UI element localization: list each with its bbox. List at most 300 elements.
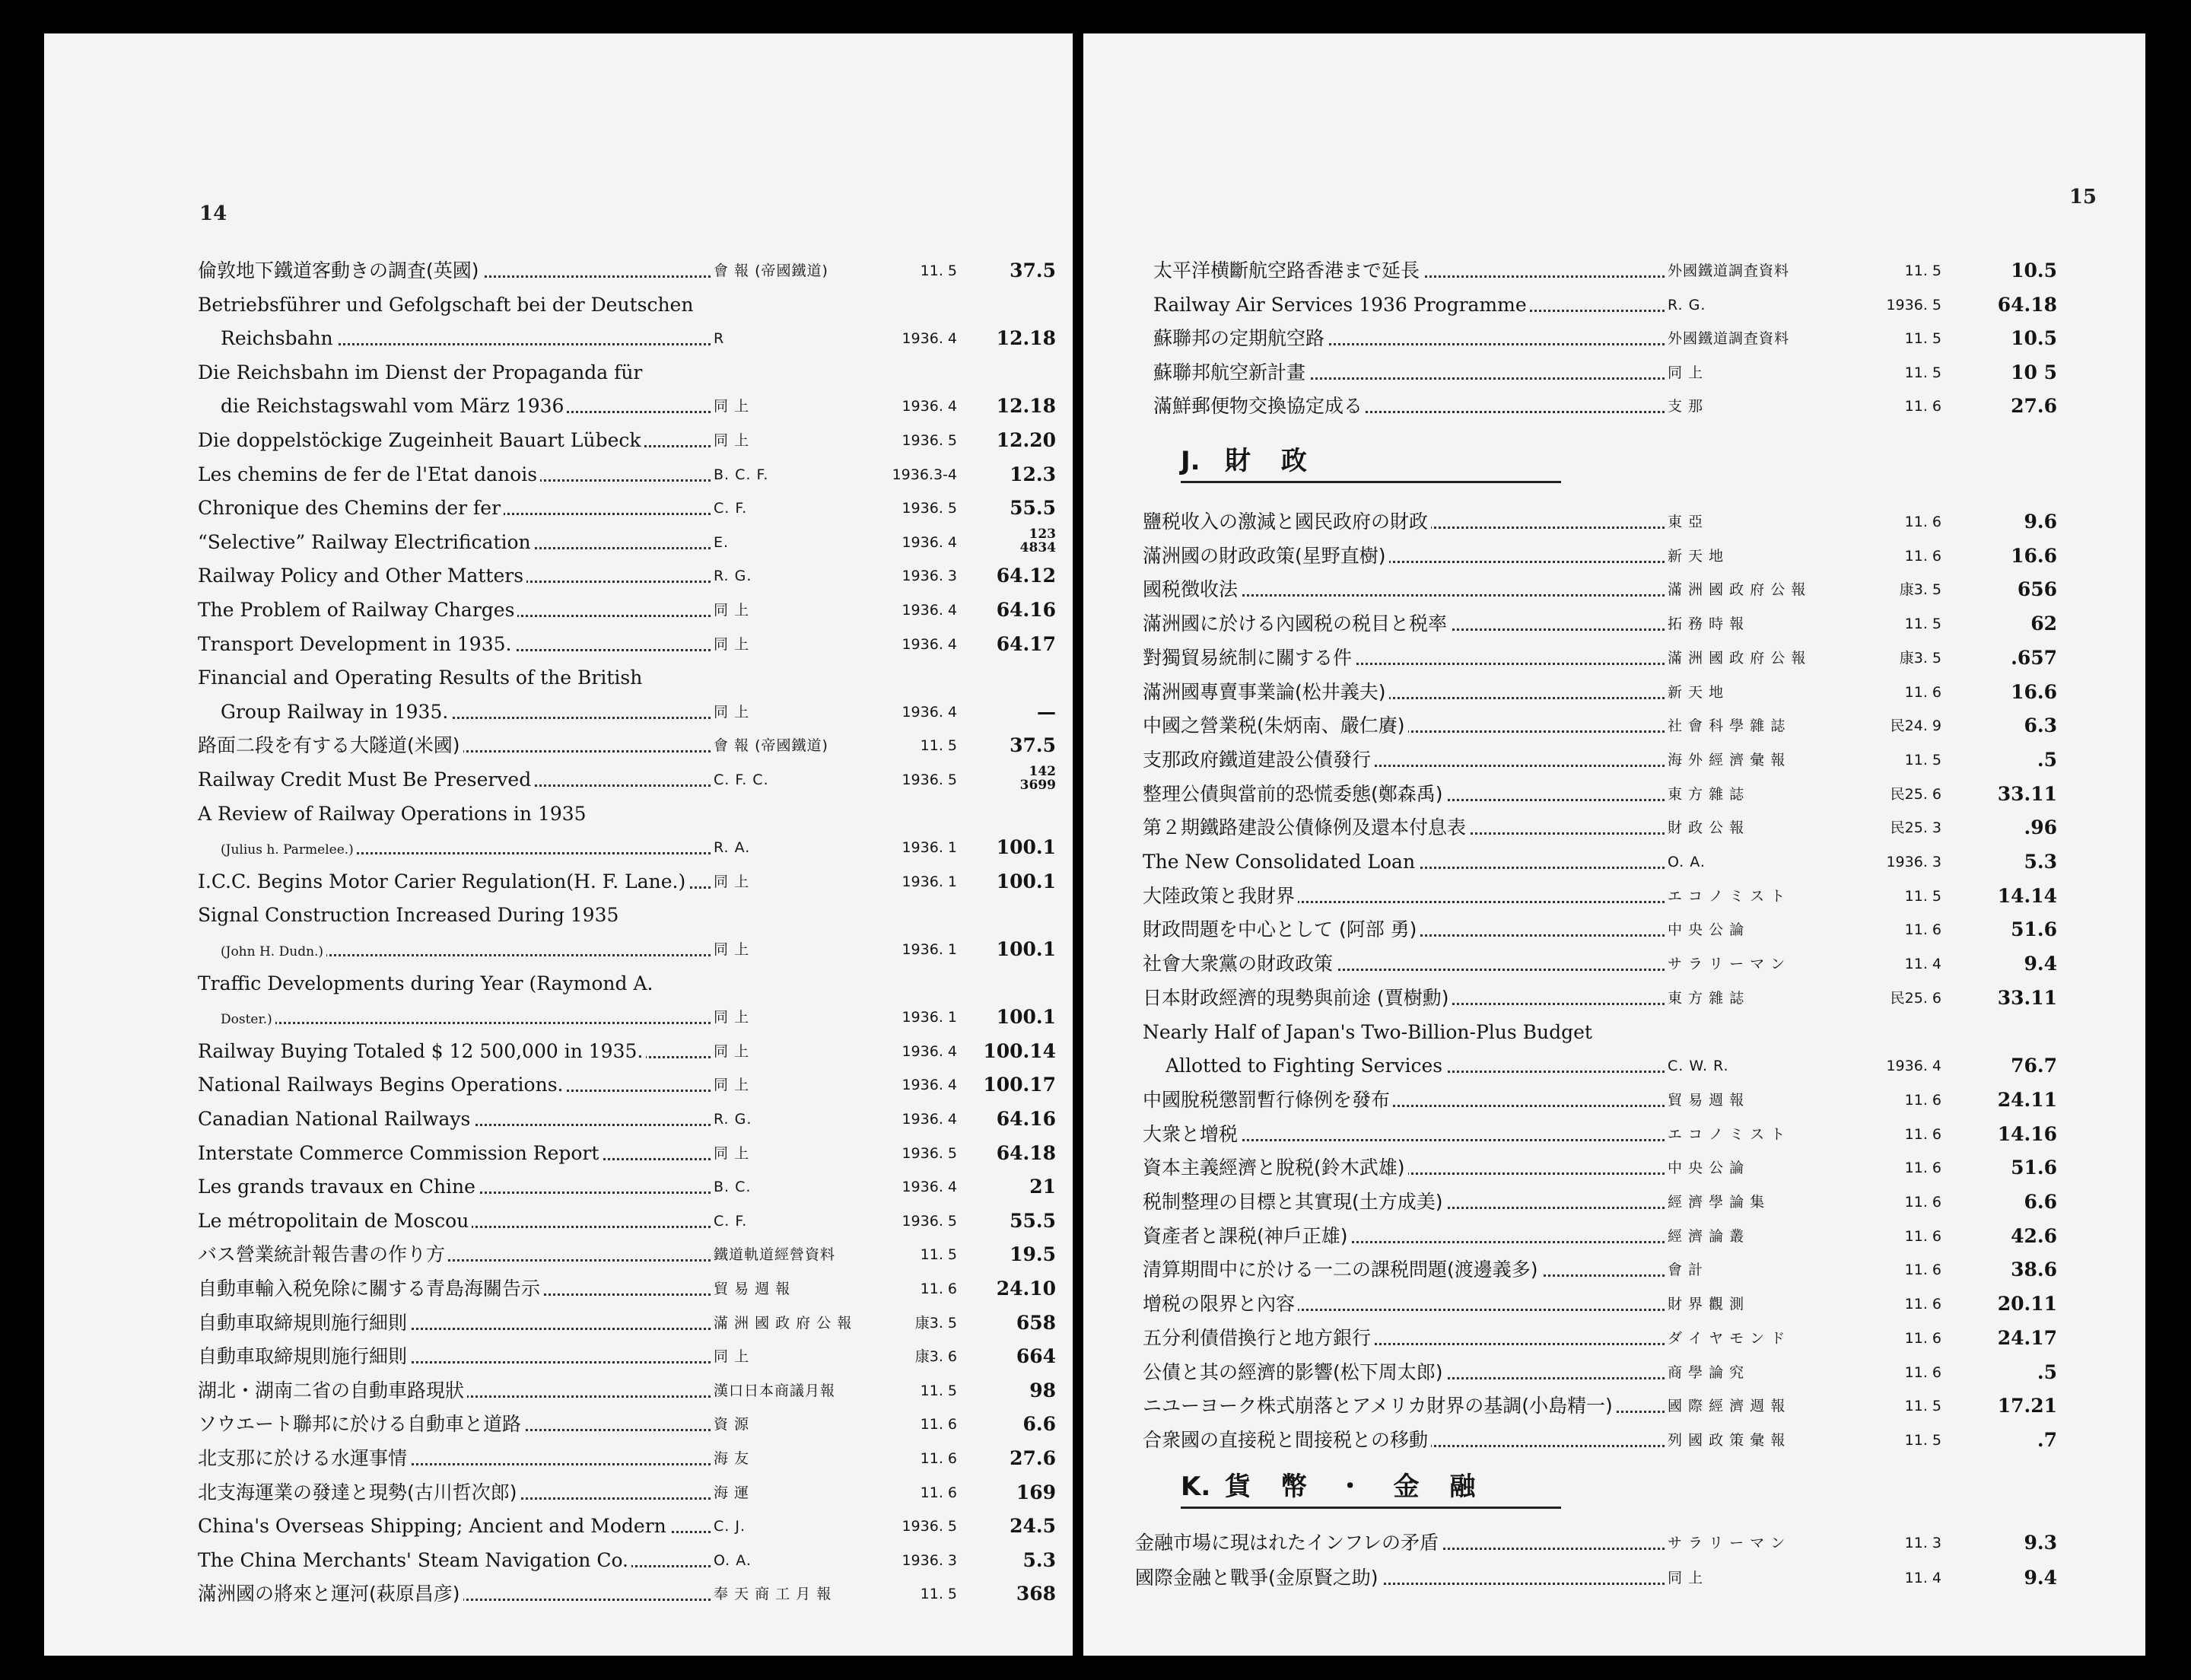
entry-title [198, 1204, 472, 1238]
entry-volume: 10.5 [2011, 259, 2057, 282]
entry-source: R. A. [714, 839, 751, 857]
entry-volume: 24.17 [1997, 1326, 2057, 1349]
entry-title-text: 北支那に於ける水運事情 [198, 1447, 410, 1469]
entry-date: 11. 5 [920, 262, 957, 279]
entry-date: 11. 6 [1904, 398, 1941, 415]
entry-source: C. W. R. [1668, 1058, 1729, 1075]
entry-date: 11. 3 [1904, 1535, 1941, 1551]
entry-title [198, 1577, 463, 1611]
entry-source: 東 方 雜 誌 [1668, 785, 1745, 803]
bibliography-entry [44, 1272, 1073, 1306]
bibliography-entry [1083, 982, 2145, 1015]
entry-title [1143, 880, 1298, 913]
bibliography-entry [44, 899, 1073, 932]
entry-volume: 656 [2017, 578, 2057, 601]
bibliography-entry [1083, 676, 2145, 709]
entry-source: 同 上 [714, 635, 750, 653]
entry-title-text: 北支海運業の發達と現勢(古川哲次郎) [198, 1481, 520, 1503]
entry-title-text: Railway Buying Totaled $ 12 500,000 in 1935. [198, 1040, 646, 1062]
entry-title-text: Reichsbahn [221, 327, 336, 349]
entry-date: 1936. 4 [902, 703, 957, 721]
entry-title [1143, 947, 1336, 981]
entry-volume: 17.21 [1997, 1395, 2057, 1418]
bibliography-entry [1083, 641, 2145, 675]
entry-title [198, 254, 482, 288]
entry-volume: 12.20 [996, 429, 1056, 451]
entry-date: 1936. 1 [902, 941, 957, 958]
entry-title-text: 日本財政經濟的現勢與前途 (賈樹勳) [1143, 987, 1452, 1009]
entry-title-text: Les chemins de fer de l'Etat danois [198, 463, 540, 485]
entry-title [1135, 1561, 1382, 1595]
entry-source: 經 濟 論 叢 [1668, 1227, 1745, 1245]
section-label: 財 政 [1225, 446, 1318, 476]
entry-title [198, 1170, 479, 1204]
bibliography-entry [44, 661, 1073, 695]
entry-title [1153, 390, 1366, 423]
entry-title [1165, 1049, 1445, 1083]
entry-volume: 100.14 [983, 1039, 1056, 1062]
bibliography-entry [44, 356, 1073, 390]
entry-date: 1936. 5 [902, 772, 957, 788]
entry-volume: 12.18 [996, 327, 1056, 350]
entry-source: 鐵道軌道經營資料 [714, 1246, 836, 1264]
entry-title-text: 合衆國の直接税と間接税との移動 [1143, 1429, 1431, 1451]
bibliography-entry [1083, 880, 2145, 913]
bibliography-entry [1083, 505, 2145, 539]
entry-title-text: “Selective” Railway Electrification [198, 531, 534, 553]
bibliography-entry [1083, 288, 2145, 322]
entry-volume: .5 [2037, 748, 2057, 771]
entry-title-text: 整理公債與當前的恐慌委態(鄭森禹) [1143, 783, 1446, 805]
entry-source: 同 上 [714, 703, 750, 721]
entry-title-text: 增税の限界と內容 [1143, 1293, 1298, 1315]
entry-title-text: Die Reichsbahn im Dienst der Propaganda für [198, 361, 645, 383]
entry-title-text: 國税徴收法 [1143, 578, 1241, 600]
entry-source: ダ イ ヤ モ ン ド [1668, 1329, 1786, 1347]
page-number: 14 [199, 202, 227, 225]
entry-volume: .657 [2011, 646, 2057, 669]
entry-volume: 51.6 [2011, 918, 2057, 941]
section-heading-finance [1181, 444, 1561, 483]
entry-date: 1936. 4 [902, 1179, 957, 1196]
entry-date: 民25. 3 [1890, 819, 1941, 837]
entry-title [1143, 1118, 1241, 1151]
entry-title-text: The Problem of Railway Charges [198, 599, 517, 621]
entry-source: 列 國 政 策 彙 報 [1668, 1431, 1786, 1449]
entry-source: 新 天 地 [1668, 683, 1725, 701]
entry-date: 1936. 5 [1886, 296, 1941, 313]
entry-volume: 100.1 [996, 938, 1056, 960]
bibliography-entry [1083, 1185, 2145, 1219]
bibliography-entry [1083, 1151, 2145, 1185]
entry-title-text: 蘇聯邦航空新計畫 [1153, 361, 1309, 383]
entry-source: 外國鐵道調査資料 [1668, 330, 1790, 348]
entry-date: 11. 6 [920, 1450, 957, 1467]
entry-source: 同 上 [1668, 1570, 1704, 1586]
entry-title-text: Transport Development in 1935. [198, 633, 514, 655]
entry-date: 11. 5 [1904, 1398, 1941, 1415]
entry-title [198, 628, 514, 661]
bibliography-entry [44, 1068, 1073, 1102]
section-label: 貨 幣 ・ 金 融 [1225, 1472, 1487, 1502]
entry-date: 1936. 5 [902, 500, 957, 517]
entry-source: B. C. F. [714, 466, 769, 483]
entry-source: 同 上 [1668, 364, 1704, 381]
entry-date: 1936. 5 [902, 1212, 957, 1230]
entry-date: 11. 6 [920, 1281, 957, 1297]
entry-source: 國 際 經 濟 週 報 [1668, 1398, 1786, 1415]
entry-title [198, 424, 644, 457]
entry-volume: 98 [1029, 1379, 1056, 1402]
entry-source: C. J. [714, 1518, 746, 1535]
entry-volume: 20.11 [1997, 1293, 2057, 1316]
entry-title-text: 滿鮮郵便物交換協定成る [1153, 395, 1366, 417]
entry-title [198, 288, 696, 322]
bibliography-entry [44, 526, 1073, 559]
entry-date: 康3. 5 [1899, 649, 1941, 667]
bibliography-entry [1083, 607, 2145, 641]
entry-date: 1936. 4 [902, 533, 957, 551]
entry-date: 11. 5 [920, 737, 957, 755]
entry-title-text: バス營業統計報告書の作り方 [198, 1243, 448, 1265]
entry-source: 會 計 [1668, 1262, 1704, 1279]
entry-title [1143, 539, 1389, 573]
entry-source: 同 上 [714, 1077, 750, 1094]
entry-source: サ ラ リ ー マ ン [1668, 956, 1786, 973]
entry-title [1143, 913, 1420, 947]
entry-date: 11. 6 [1904, 1329, 1941, 1347]
bibliography-entry [44, 322, 1073, 355]
entry-volume: 76.7 [2011, 1055, 2057, 1077]
entry-volume: 64.18 [996, 1141, 1056, 1164]
entry-source: 同 上 [714, 1144, 750, 1162]
bibliography-entry [44, 1001, 1073, 1034]
entry-volume: 123 4834 [1019, 526, 1056, 555]
entry-title [1143, 1424, 1431, 1457]
bibliography-entry [1083, 573, 2145, 606]
entry-volume: 100.1 [996, 870, 1056, 892]
entry-volume: 10.5 [2011, 327, 2057, 350]
entry-title [1143, 1083, 1393, 1117]
entry-title-text: 清算期間中に於ける一二の課税問題(渡邊義多) [1143, 1258, 1541, 1281]
bibliography-entry [1083, 1016, 2145, 1049]
entry-volume: 12.3 [1010, 463, 1056, 485]
entry-date: 1936. 1 [902, 839, 957, 857]
entry-title [198, 1272, 543, 1306]
entry-title-text: Nearly Half of Japan's Two-Billion-Plus Budget [1143, 1021, 1595, 1043]
entry-title [198, 559, 526, 593]
entry-title-text: die Reichstagswahl vom März 1936 [221, 395, 567, 417]
entry-volume: 100.1 [996, 836, 1056, 859]
entry-date: 11. 4 [1904, 956, 1941, 973]
entry-title-text: 第２期鐵路建設公債條例及還本付息表 [1143, 816, 1469, 838]
entry-title-text: Chronique des Chemins der fer [198, 497, 504, 519]
bibliography-entry [44, 1577, 1073, 1611]
entry-title-text: 鹽税收入の激減と國民政府の財政 [1143, 511, 1431, 533]
entry-volume: 64.16 [996, 1108, 1056, 1130]
entry-volume: — [1037, 700, 1056, 723]
entry-volume: .5 [2037, 1360, 2057, 1383]
entry-date: 11. 6 [1904, 1363, 1941, 1381]
bibliography-entry [44, 288, 1073, 322]
entry-title-text: Allotted to Fighting Services [1165, 1055, 1445, 1077]
entry-title [198, 492, 504, 525]
entry-date: 11. 6 [920, 1416, 957, 1433]
bibliography-entry [1083, 254, 2145, 288]
bibliography-entry [44, 458, 1073, 492]
entry-title-text: 大陸政策と我財界 [1143, 885, 1298, 907]
entry-source: 外國鐵道調査資料 [1668, 262, 1790, 279]
bibliography-entry [44, 1035, 1073, 1068]
entry-title [1143, 709, 1408, 743]
bibliography-entry [44, 865, 1073, 899]
bibliography-entry [44, 593, 1073, 627]
entry-source: B. C. [714, 1179, 752, 1196]
bibliography-entry [44, 492, 1073, 525]
entry-volume: 12.18 [996, 395, 1056, 418]
entry-title-text: Les grands travaux en Chine [198, 1176, 479, 1198]
bibliography-entry [44, 1170, 1073, 1204]
entry-volume: 368 [1016, 1583, 1056, 1605]
entry-volume: 37.5 [1010, 734, 1056, 757]
entry-source: 貿 易 週 報 [1668, 1091, 1745, 1109]
entry-title-text: 支那政府鐵道建設公債發行 [1143, 749, 1374, 771]
entry-title-text: Railway Policy and Other Matters [198, 565, 526, 587]
entry-title-text: Railway Credit Must Be Preserved [198, 768, 534, 791]
entry-volume: 51.6 [2011, 1157, 2057, 1179]
entry-source: 會 報 (帝國鐵道) [714, 737, 828, 755]
entry-date: 1936. 4 [902, 1042, 957, 1060]
entry-source: 同 上 [714, 1348, 750, 1366]
entry-title-text: Le métropolitain de Moscou [198, 1210, 472, 1232]
entry-volume: 100.1 [996, 1006, 1056, 1029]
entry-title [198, 1137, 602, 1170]
entry-title [198, 1510, 669, 1543]
entry-title [1153, 322, 1328, 355]
entry-title-text: The New Consolidated Loan [1143, 851, 1418, 873]
entry-source: 資 源 [714, 1416, 750, 1433]
bibliography-entry [1083, 1389, 2145, 1423]
entry-date: 11. 5 [1904, 887, 1941, 905]
entry-source: 中 央 公 論 [1668, 921, 1745, 939]
entry-title [221, 322, 336, 355]
entry-title-text: (John H. Dudn.) [221, 944, 326, 959]
entry-title-text: 國際金融と戰爭(金原賢之助) [1135, 1567, 1382, 1589]
bibliography-entry [1083, 1287, 2145, 1321]
bibliography-entry [1083, 709, 2145, 743]
entry-source: C. F. C. [714, 772, 769, 788]
bibliography-entry [44, 1442, 1073, 1475]
entry-title-text: Interstate Commerce Commission Report [198, 1142, 602, 1164]
bibliography-entry [1083, 845, 2145, 879]
entry-title-text: 自動車取締規則施行細則 [198, 1345, 410, 1367]
entry-source: 同 上 [714, 1009, 750, 1026]
entry-date: 康3. 5 [1899, 581, 1941, 599]
entry-source: 同 上 [714, 602, 750, 619]
entry-source: 同 上 [714, 873, 750, 890]
entry-title-text: Financial and Operating Results of the British [198, 667, 645, 689]
entry-title-text: Canadian National Railways [198, 1108, 473, 1130]
entry-date: 1936. 3 [902, 1551, 957, 1569]
entry-title-text: 公債と其の經濟的影響(松下周太郎) [1143, 1361, 1446, 1383]
entry-volume: 33.11 [1997, 782, 2057, 805]
entry-source: 經 濟 學 論 集 [1668, 1194, 1766, 1211]
entry-title-text: 滿洲國專賣事業論(松井義夫) [1143, 681, 1389, 703]
entry-date: 11. 6 [920, 1484, 957, 1501]
entry-title-text: Betriebsführer und Gefolgschaft bei der Deutschen [198, 294, 696, 316]
entry-date: 1936. 4 [902, 1111, 957, 1128]
entry-volume: 64.17 [996, 632, 1056, 655]
entry-volume: 55.5 [1010, 497, 1056, 520]
entry-source: 滿 洲 國 政 府 公 報 [714, 1314, 853, 1332]
entry-source: O. A. [714, 1551, 752, 1569]
entry-title-text: 金融市場に現はれたインフレの矛盾 [1135, 1532, 1442, 1554]
entry-volume: 6.6 [2024, 1191, 2057, 1213]
entry-date: 11. 6 [1904, 1125, 1941, 1143]
entry-title [198, 763, 534, 797]
entry-source: 同 上 [714, 398, 750, 415]
entry-source: 海 友 [714, 1450, 750, 1467]
entry-title [198, 593, 517, 627]
bibliography-entry [44, 1204, 1073, 1238]
entry-volume: 142 3699 [1019, 764, 1056, 793]
entry-title-text: 倫敦地下鐵道客動きの調査(英國) [198, 259, 482, 282]
entry-source: 滿 洲 國 政 府 公 報 [1668, 649, 1807, 667]
entry-source: 財 政 公 報 [1668, 819, 1745, 837]
entry-volume: 24.5 [1010, 1515, 1056, 1538]
page-number: 15 [2069, 186, 2097, 208]
entry-title-text: 自動車取締規則施行細則 [198, 1312, 410, 1334]
bibliography-entry [1083, 1118, 2145, 1151]
entry-title-text: 湖北・湖南二省の自動車路現狀 [198, 1379, 467, 1402]
entry-source: 中 央 公 論 [1668, 1160, 1745, 1177]
entry-volume: 27.6 [1010, 1447, 1056, 1469]
entry-source: エ コ ノ ミ ス ト [1668, 1125, 1786, 1143]
entry-title [198, 865, 688, 899]
entry-volume: 14.16 [1997, 1122, 2057, 1145]
entry-title-text: 中國之營業税(朱炳南、嚴仁賡) [1143, 714, 1408, 737]
entry-source: C. F. [714, 1212, 748, 1230]
bibliography-entry [1083, 1220, 2145, 1253]
bibliography-entry [1083, 1356, 2145, 1389]
entry-volume: 16.6 [2011, 544, 2057, 567]
entry-title-text: 滿洲國の將來と運河(萩原昌彦) [198, 1583, 463, 1605]
entry-title [198, 1035, 646, 1068]
entry-volume: 169 [1016, 1481, 1056, 1503]
bibliography-entry [44, 1340, 1073, 1373]
entry-date: 1936. 3 [902, 568, 957, 585]
entry-title [198, 1102, 473, 1136]
entry-volume: 9.4 [2024, 953, 2057, 975]
dot-leader [228, 1022, 711, 1024]
entry-date: 11. 6 [1904, 921, 1941, 939]
entry-source: 滿 洲 國 政 府 公 報 [1668, 581, 1807, 599]
entry-source: 同 上 [714, 1042, 750, 1060]
entry-title-text: 大衆と增税 [1143, 1123, 1241, 1145]
entry-volume: 10 5 [2011, 361, 2057, 383]
entry-source: R [714, 330, 725, 348]
entry-title [198, 1306, 410, 1340]
entry-date: 11. 6 [1904, 1160, 1941, 1177]
entry-title-text: Die doppelstöckige Zugeinheit Bauart Lübeck [198, 429, 644, 451]
entry-title [1143, 676, 1389, 709]
entry-source: R. G. [714, 1111, 752, 1128]
entry-date: 11. 6 [1904, 1194, 1941, 1211]
bibliography-entry [44, 1476, 1073, 1510]
bibliography-entry [1083, 913, 2145, 947]
entry-title [198, 967, 657, 1001]
entry-title-text: 蘇聯邦の定期航空路 [1153, 327, 1328, 349]
entry-volume: 33.11 [1997, 986, 2057, 1009]
bibliography-entry [44, 933, 1073, 966]
entry-source: 支 那 [1668, 398, 1704, 415]
entry-title [1153, 288, 1530, 322]
entry-date: 民24. 9 [1890, 718, 1941, 735]
entry-date: 11. 6 [1904, 514, 1941, 530]
entry-date: 11. 6 [1904, 1262, 1941, 1279]
entry-date: 1936. 5 [902, 432, 957, 449]
entry-date: 康3. 6 [914, 1348, 957, 1366]
entry-volume: 14.14 [1997, 884, 2057, 907]
entry-source: 同 上 [714, 941, 750, 958]
entry-volume: 5.3 [1022, 1548, 1056, 1571]
entry-volume: 5.3 [2024, 851, 2057, 873]
entry-source: 漢口日本商議月報 [714, 1382, 836, 1399]
bibliography-entry [44, 695, 1073, 729]
entry-volume: 16.6 [2011, 680, 2057, 703]
entry-source: 東 方 雜 誌 [1668, 989, 1745, 1007]
bibliography-entry [44, 797, 1073, 831]
entry-title [1135, 1526, 1442, 1560]
entry-volume: 9.3 [2024, 1532, 2057, 1554]
entry-title [1143, 743, 1374, 777]
entry-title [221, 695, 451, 729]
entry-title [198, 797, 590, 831]
bibliography-entry [44, 1102, 1073, 1136]
bibliography-entry [44, 1238, 1073, 1271]
bibliography-entry [44, 1374, 1073, 1408]
entry-title-text: ニユーヨーク株式崩落とアメリカ財界の基調(小島精一) [1143, 1395, 1616, 1417]
entry-source: 貿 易 週 報 [714, 1281, 791, 1297]
entry-title [198, 526, 534, 559]
bibliography-entry [44, 628, 1073, 661]
entry-date: 民25. 6 [1890, 785, 1941, 803]
entry-source: R. G. [1668, 296, 1706, 313]
bibliography-entry [44, 1137, 1073, 1170]
entry-title [1143, 1151, 1408, 1185]
entry-date: 1936. 4 [902, 330, 957, 348]
book-gutter [1073, 30, 1083, 1659]
entry-title-text: (Julius h. Parmelee.) [221, 842, 357, 858]
entry-source: 會 報 (帝國鐵道) [714, 262, 828, 279]
entry-title [1143, 1322, 1374, 1355]
entry-source: 東 亞 [1668, 514, 1704, 530]
entry-date: 11. 5 [1904, 1431, 1941, 1449]
entry-title-text: The China Merchants' Steam Navigation Co. [198, 1549, 631, 1571]
entry-date: 1936. 4 [1886, 1058, 1941, 1075]
bibliography-entry [1083, 1424, 2145, 1457]
entry-title-text: 資本主義經濟と脫税(鈴木武雄) [1143, 1157, 1408, 1179]
entry-date: 11. 6 [1904, 1296, 1941, 1313]
entry-title [198, 1068, 566, 1102]
entry-title-text: China's Overseas Shipping; Ancient and Modern [198, 1515, 669, 1537]
entry-volume: 42.6 [2011, 1224, 2057, 1247]
entry-title-text: 滿洲國の財政政策(星野直樹) [1143, 545, 1389, 567]
entry-date: 康3. 5 [914, 1314, 957, 1332]
entry-volume: 21 [1029, 1176, 1056, 1198]
entry-volume: 27.6 [2011, 395, 2057, 418]
entry-title [1143, 811, 1469, 845]
